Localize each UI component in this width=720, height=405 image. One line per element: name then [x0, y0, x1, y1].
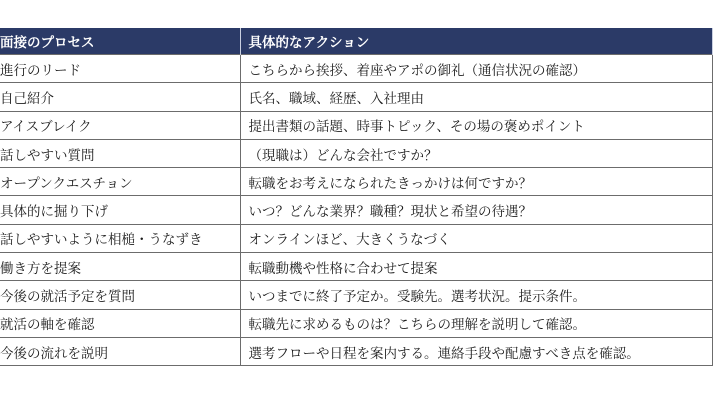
table-row — [0, 55, 712, 83]
process-action: いつ？どんな業界？職種？現状と希望の待遇？ — [240, 196, 712, 224]
table-row — [0, 139, 712, 167]
interview-process-table — [0, 28, 713, 366]
process-action: 転職動機や性格に合わせて提案 — [240, 253, 712, 281]
table-row — [0, 168, 712, 196]
table-row — [0, 224, 712, 252]
table-row — [0, 253, 712, 281]
process-step: 話しやすい質問 — [0, 139, 240, 167]
table-row — [0, 111, 712, 139]
process-step: アイスブレイク — [0, 111, 240, 139]
process-action: 氏名、職域、経歴、入社理由 — [240, 83, 712, 111]
table-header-row — [0, 28, 712, 55]
table-row — [0, 309, 712, 337]
header-action: 具体的なアクション — [240, 28, 712, 55]
process-step: 今後の就活予定を質問 — [0, 281, 240, 309]
process-action: 選考フローや日程を案内する。連絡手段や配慮すべき点を確認。 — [240, 337, 712, 365]
process-action: 提出書類の話題、時事トピック、その場の褒めポイント — [240, 111, 712, 139]
header-process: 面接のプロセス — [0, 28, 240, 55]
process-step: オープンクエスチョン — [0, 168, 240, 196]
process-step: 具体的に掘り下げ — [0, 196, 240, 224]
process-action: こちらから挨拶、着座やアポの御礼（通信状況の確認） — [240, 55, 712, 83]
process-step: 働き方を提案 — [0, 253, 240, 281]
process-step: 就活の軸を確認 — [0, 309, 240, 337]
process-action: 転職をお考えになられたきっかけは何ですか？ — [240, 168, 712, 196]
table-row — [0, 337, 712, 365]
process-action: オンラインほど、大きくうなづく — [240, 224, 712, 252]
table-row — [0, 281, 712, 309]
process-step: 進行のリード — [0, 55, 240, 83]
process-step: 自己紹介 — [0, 83, 240, 111]
process-action: いつまでに終了予定か。受験先。選考状況。提示条件。 — [240, 281, 712, 309]
process-step: 今後の流れを説明 — [0, 337, 240, 365]
process-step: 話しやすいように相槌・うなずき — [0, 224, 240, 252]
process-action: 転職先に求めるものは？こちらの理解を説明して確認。 — [240, 309, 712, 337]
table-row — [0, 83, 712, 111]
process-action: （現職は）どんな会社ですか？ — [240, 139, 712, 167]
table-row — [0, 196, 712, 224]
